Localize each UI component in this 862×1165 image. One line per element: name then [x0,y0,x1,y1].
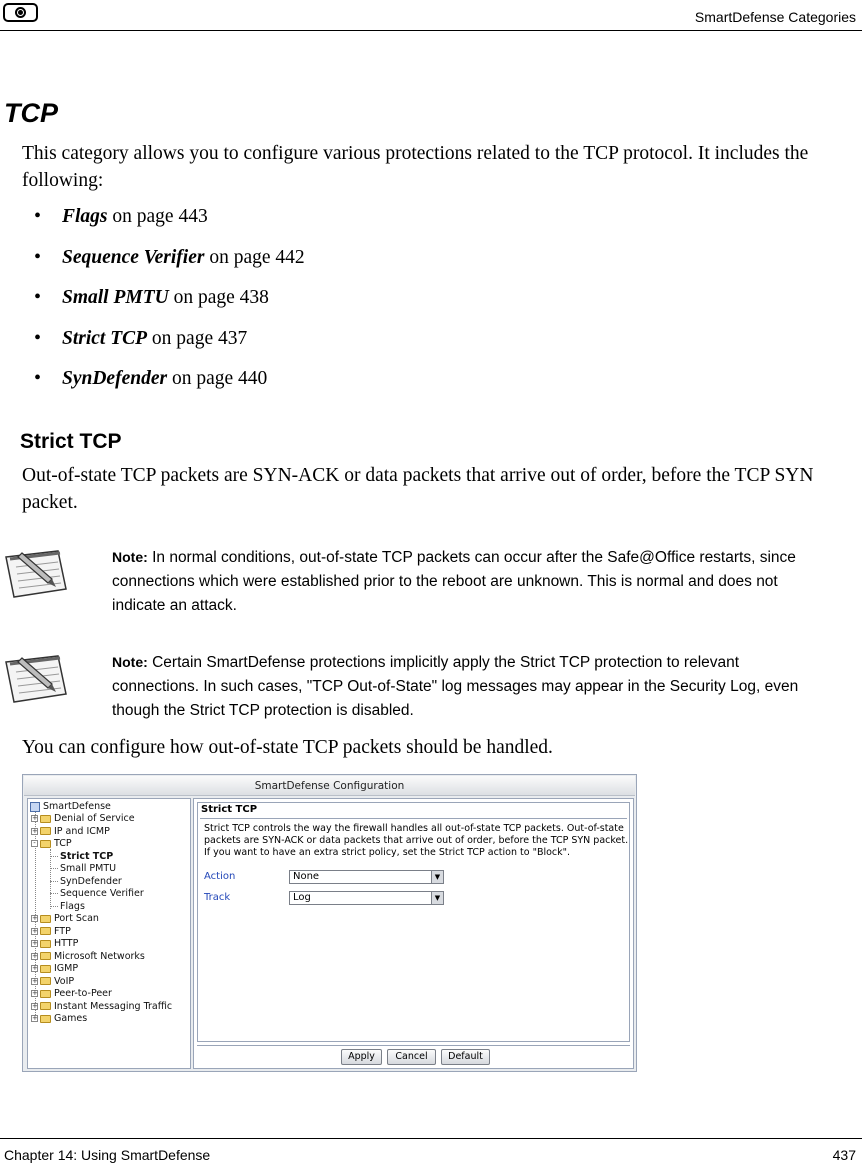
apply-button[interactable]: Apply [341,1049,382,1065]
section-intro: This category allows you to configure various protections related to the TCP protocol. It includes the following: [22,143,809,191]
list-item [34,284,305,325]
list-item [34,325,305,366]
checkpoint-logo-icon [3,3,38,22]
folder-icon [40,952,51,960]
expand-icon[interactable]: + [32,914,38,922]
note-text [112,650,812,723]
expand-icon[interactable]: + [32,951,38,960]
folder-icon [40,1015,51,1023]
bullet-icon: • [34,367,42,389]
tree-root[interactable]: SmartDefense [30,801,111,813]
action-label: Action [204,871,236,882]
list-item [34,203,305,244]
action-value: None [293,871,320,882]
tree-leaf[interactable]: Sequence Verifier [50,888,144,900]
window-title: SmartDefense Configuration [24,776,635,796]
expand-icon[interactable]: + [32,939,38,947]
track-select[interactable] [289,891,444,905]
folder-icon [40,915,51,923]
expand-icon[interactable]: + [32,1014,38,1022]
network-icon [30,802,40,812]
list-item-ref: on page 440 [167,368,268,389]
cancel-button[interactable]: Cancel [387,1049,436,1065]
folder-icon [40,827,51,835]
expand-icon[interactable]: + [32,976,38,985]
default-button[interactable]: Default [441,1049,490,1065]
page-footer [0,1138,862,1163]
expand-icon[interactable]: + [32,926,38,935]
page-header [0,0,862,31]
note-body: In normal conditions, out-of-state TCP packets can occur after the Safe@Office restarts, since connections which were established prior to the reboot are unknown. This is normal and does not indicate an attack. [112,549,796,614]
list-item-link[interactable]: Sequence Verifier [62,246,205,268]
notepad-icon [2,650,70,704]
list-item-link[interactable]: Small PMTU [62,287,169,308]
folder-icon [40,815,51,823]
tree-leaf[interactable]: SynDefender [50,876,122,888]
tree-node[interactable]: - TCP [31,838,72,850]
note-label: Note: [112,549,148,565]
track-label: Track [204,892,231,903]
dropdown-arrow-icon[interactable]: ▼ [431,892,443,904]
list-item [34,365,305,406]
list-item-link[interactable]: Flags [62,206,108,227]
bullet-icon: • [34,326,42,349]
list-item-link[interactable]: Strict TCP [62,327,148,349]
panel-description: Strict TCP controls the way the firewall handles all out-of-state TCP packets. Out-of-state packets are SYN-ACK or data packets that arrive out of order, before the TCP SYN packet. If you want to have an extra strict policy, set the Strict TCP action to "Block". [204,823,629,858]
list-item-ref: on page 442 [204,246,305,268]
notepad-icon [2,545,70,599]
expand-icon[interactable]: + [32,1001,38,1010]
tree-node[interactable]: + Peer-to-Peer [32,988,112,999]
expand-icon[interactable]: + [32,814,38,822]
list-item-link[interactable]: SynDefender [62,368,168,389]
tree-node[interactable]: + Microsoft Networks [32,950,145,962]
button-bar [197,1045,630,1066]
settings-content [197,802,630,1042]
dropdown-arrow-icon[interactable]: ▼ [431,871,443,883]
footer-chapter: Chapter 14: Using SmartDefense [4,1147,211,1163]
folder-icon [40,940,51,948]
list-item-ref: on page 438 [168,287,269,308]
page-number: 437 [832,1147,856,1163]
tree-node[interactable]: + HTTP [32,938,79,949]
action-select[interactable] [289,870,444,884]
folder-icon [40,977,51,985]
tree-node[interactable]: + IGMP [32,963,79,974]
running-header-title: SmartDefense Categories [694,9,856,25]
tree-leaf-strict-tcp[interactable]: Strict TCP [50,851,113,863]
note-label: Note: [112,654,148,670]
tree-node[interactable]: + Denial of Service [32,813,135,824]
section-title: TCP [4,98,58,128]
folder-icon [40,990,51,998]
tree-node[interactable]: + VoIP [32,975,75,987]
note-body: Certain SmartDefense protections implicitly apply the Strict TCP protection to relevant connections. In such cases, "TCP Out-of-State" log messages may appear in the Security Log, even though the Strict TCP protection is disabled. [112,654,799,719]
collapse-icon[interactable]: - [31,840,38,847]
expand-icon[interactable]: + [32,989,38,997]
bullet-icon: • [34,286,42,308]
smartdefense-config-window [22,774,637,1072]
tree-leaf[interactable]: Small PMTU [50,863,116,875]
config-intro: You can configure how out-of-state TCP packets should be handled. [22,737,553,758]
track-value: Log [293,892,311,903]
settings-panel [193,798,634,1069]
tree-node[interactable]: + IP and ICMP [32,825,110,837]
category-tree [27,798,191,1069]
subsection-title: Strict TCP [20,430,122,453]
note-text [112,545,812,618]
bullet-icon: • [34,245,42,268]
folder-icon [40,927,51,935]
folder-icon [40,1002,51,1010]
protection-list [34,203,305,406]
expand-icon[interactable]: + [32,964,38,972]
list-item-ref: on page 437 [147,327,248,349]
tree-node[interactable]: + Port Scan [32,913,99,924]
expand-icon[interactable]: + [32,826,38,835]
tree-node[interactable]: + Instant Messaging Traffic [32,1000,173,1012]
folder-icon [40,965,51,973]
tree-node[interactable]: + Games [32,1013,88,1024]
panel-heading: Strict TCP [201,804,258,815]
bullet-icon: • [34,205,42,227]
folder-open-icon [40,840,51,848]
tree-leaf[interactable]: Flags [50,901,85,913]
subsection-body: Out-of-state TCP packets are SYN-ACK or data packets that arrive out of order, before the TCP SYN packet. [22,465,814,513]
tree-node[interactable]: + FTP [32,925,71,937]
list-item [34,244,305,285]
list-item-ref: on page 443 [107,206,208,227]
